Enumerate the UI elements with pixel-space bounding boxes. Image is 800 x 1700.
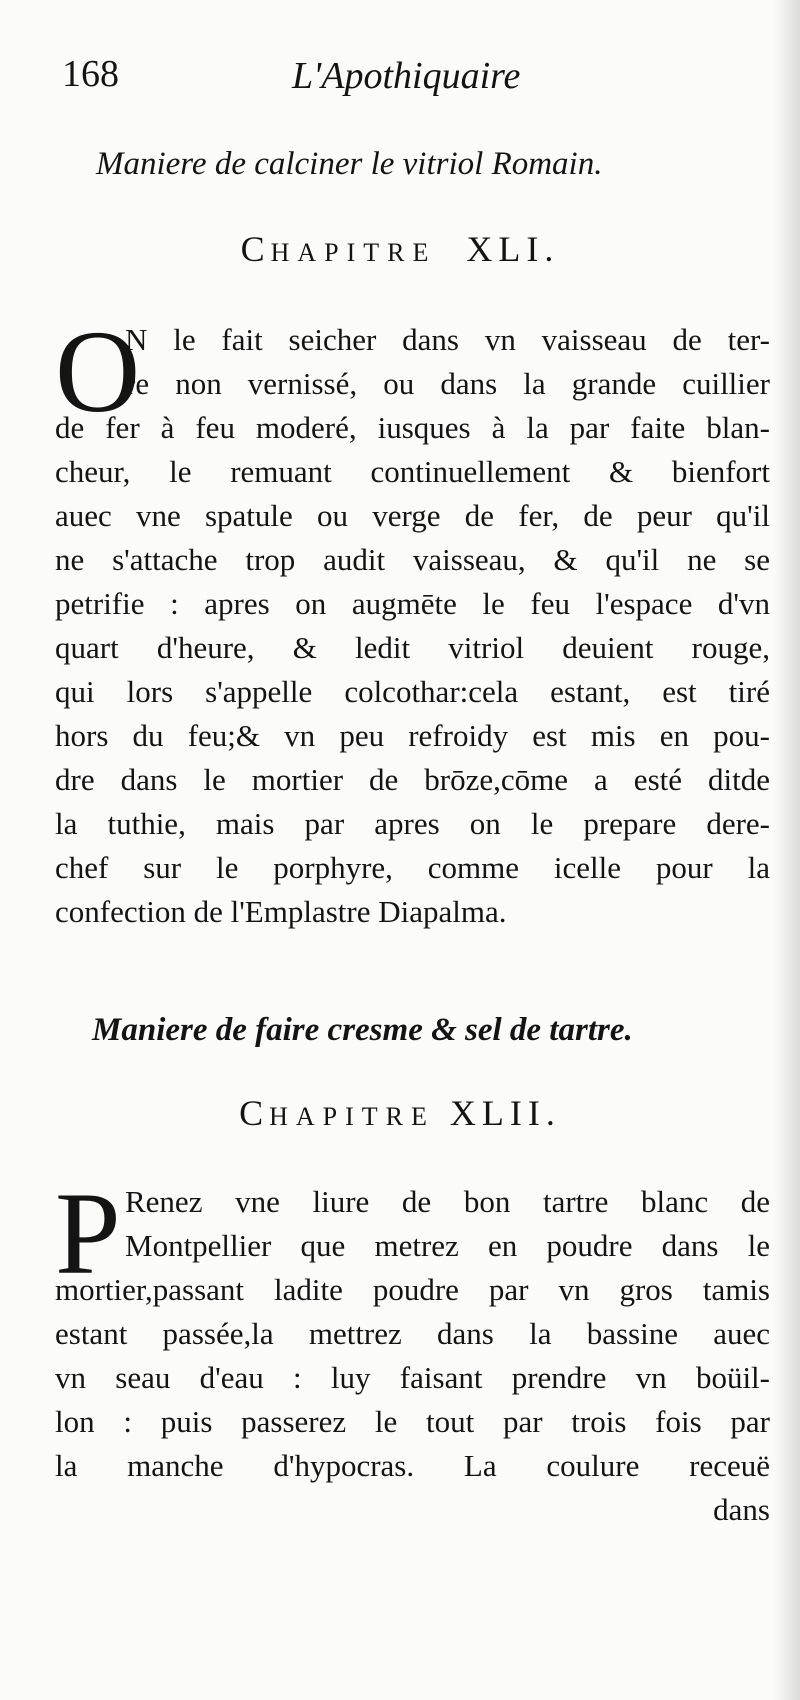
drop-cap: P [55,1168,121,1299]
page-number: 168 [62,53,119,95]
chapter-heading [0,228,800,270]
paragraph [55,306,770,934]
text-line: mortier,passant ladite poudre par vn gros tamis [55,1272,770,1307]
text-line: dans [713,1492,770,1527]
text-line: dre dans le mortier de brōze,cōme a esté ditde [55,762,770,797]
text-line: auec vne spatule ou verge de fer, de peur qu'il [55,498,770,533]
text-line: petrifie : apres on augmēte le feu l'espace d'vn [55,586,770,621]
text-line: la tuthie, mais par apres on le prepare dere- [55,806,770,841]
text-line: Montpellier que metrez en poudre dans le [125,1228,770,1263]
chapter-number: XLI. [466,229,560,269]
text-line: quart d'heure, & ledit vitriol deuient rouge, [55,630,770,665]
drop-cap: O [55,306,141,437]
section-title: Maniere de faire cresme & sel de tartre. [92,1012,633,1048]
chapter-word: HAPITRE [269,1102,435,1131]
chapter-prefix: C [239,1093,270,1133]
chapter-word: HAPITRE [270,238,437,267]
text-line: confection de l'Emplastre Diapalma. [55,894,507,929]
text-line: vn seau d'eau : luy faisant prendre vn boüil- [55,1360,770,1395]
text-line: chef sur le porphyre, comme icelle pour la [55,850,770,885]
page-header [62,52,762,102]
text-line: N le fait seicher dans vn vaisseau de ter- [125,322,770,357]
text-line: ne s'attache trop audit vaisseau, & qu'il ne se [55,542,770,577]
text-line: hors du feu;& vn peu refroidy est mis en pou- [55,718,770,753]
section-title: Maniere de calciner le vitriol Romain. [96,146,603,182]
running-title: L'Apothiquaire [292,55,521,97]
chapter-prefix: C [240,229,271,269]
text-line: re non vernissé, ou dans la grande cuillier [125,366,770,401]
text-line: Renez vne liure de bon tartre blanc de [125,1184,770,1219]
text-line: de fer à feu moderé, iusques à la par faite blan- [55,410,770,445]
text-line: la manche d'hypocras. La coulure receuë [55,1448,770,1483]
text-line: estant passée,la mettrez dans la bassine auec [55,1316,770,1351]
chapter-heading [0,1092,800,1134]
paragraph [55,1168,770,1532]
text-line: lon : puis passerez le tout par trois fois par [55,1404,770,1439]
text-line: qui lors s'appelle colcothar:cela estant, est tiré [55,674,770,709]
text-line: cheur, le remuant continuellement & bienfort [55,454,770,489]
chapter-number: XLII. [449,1093,561,1133]
